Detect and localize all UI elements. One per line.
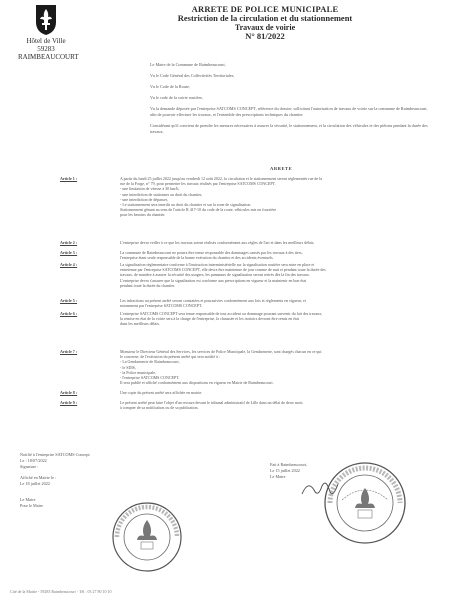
article-line: le concerne, de l'exécution du présent arrêté qui sera notifié à : <box>120 354 221 360</box>
town-address-label: 59283 RAIMBEAUCOURT <box>18 45 79 61</box>
article-line: entretenue par l'entreprise SATCOMS CONCEPT, elle devra être maintenue de jour comme de nuit et pendant toute la durée des <box>120 267 326 273</box>
footer-line: Pour le Maire <box>20 503 44 508</box>
article-body <box>120 311 435 327</box>
preamble-line: Considérant qu'il convient de prendre les mesures nécessaires à assurer la sécurité, le stationnement, et la circulation des véhicules et des piétons pendant la durée des travaux, <box>150 123 428 134</box>
fleur-de-lis-crest-icon <box>35 4 57 36</box>
town-hall-label: Hôtel de Ville <box>26 37 66 45</box>
article-line: la remise en état de la voirie sera à la charge de l'entreprise, la chaussée et les trottoirs devront être remis en état <box>120 316 299 322</box>
footer-line: Le : 18/07/2022 <box>20 458 47 463</box>
article-line: A partir du lundi 25 juillet 2022 jusqu'au vendredi 12 août 2022, la circulation et le stationnement seront réglementés rue de la <box>120 176 323 181</box>
article-line: - l'entreprise SATCOMS CONCEPT. <box>120 375 180 381</box>
footer-line: Affiché en Mairie le : <box>20 475 57 480</box>
article-line: notamment par l'entreprise SATCOMS CONCEPT. <box>120 303 203 309</box>
footer-line: Le 15 juillet 2022 <box>270 468 300 473</box>
article-line: - le SDIS, <box>120 364 136 370</box>
town-seal-stamp-icon <box>322 460 408 546</box>
article-line: Le présent arrêté peut faire l'objet d'un recours devant le tribunal administratif de Lille dans un délai de deux mois <box>120 400 303 405</box>
article-line: Les infractions au présent arrêté seront constatées et poursuivies conformément aux lois et règlements en vigueur, et <box>120 298 306 303</box>
article-line: - une interdiction de stationner au droit du chantier, <box>120 191 203 197</box>
article-line: rue de la Forge, n° 79, pour permettre les travaux réalisés par l'entreprise SATCOMS CONCEPT. <box>120 181 276 187</box>
article-line: Stationnement gênant au sens de l'article R 417-10 du code de la route, véhicules mis en fourrière <box>120 207 277 213</box>
preamble-line: Vu le Code de la Route, <box>150 84 190 89</box>
document-header <box>150 5 380 41</box>
article-line: - une interdiction de dépasser, <box>120 196 168 202</box>
article-line: à compter de sa notification ou de sa publication. <box>120 405 199 411</box>
page-footer-address: Cité de la Mairie - 59283 Raimbeaucourt - Tél : 03 27 80 10 10 <box>10 589 112 594</box>
article-line: L'entreprise devra s'assurer que la signalisation est conforme aux prescriptions en vigueur et la maintenir en bon état <box>120 277 307 283</box>
article-line: Il sera publié et affiché conformément aux dispositions en vigueur en Mairie de Raimbeaucourt. <box>120 380 274 386</box>
article-line: Une copie du présent arrêté sera affichée en mairie. <box>120 390 203 395</box>
posting-block <box>20 475 170 487</box>
article-line: pour les besoins du chantier. <box>120 212 166 218</box>
article-body <box>120 390 435 395</box>
preamble-line: Vu le Code Général des Collectivités Territoriales, <box>150 73 235 78</box>
article-line: - La Gendarmerie de Raimbeaucourt, <box>120 359 180 365</box>
preamble-line: Le Maire de la Commune de Raimbeaucourt, <box>150 62 226 67</box>
article-label: Article 2 : <box>60 240 78 245</box>
article-line: L'entreprise SATCOMS CONCEPT sera tenue responsable de tout accident ou dommage pouvant survenir du fait des travaux, <box>120 311 323 316</box>
footer-line: Fait à Raimbeaucourt, <box>270 462 308 467</box>
article-line: La commune de Raimbeaucourt ne pourra être tenue responsable des dommages causés par les travaux à des tiers, <box>120 250 303 255</box>
preamble-line: Vu la demande déposée par l'entreprise SATCOMS CONCEPT, référence du dossier, sollicitant l'autorisation de travaux de voirie sur la commune de Raimbeaucourt, afin de pouvoir effectuer les travaux, et l'ensemble des prescriptions techniques du chantier. <box>150 106 428 117</box>
article-body <box>120 240 435 245</box>
article-line: Monsieur le Directeur Général des Services, les services de Police Municipale, la Gendarmerie, sont chargés chacun en ce qui <box>120 349 322 354</box>
article-label: Article 1 : <box>60 176 78 181</box>
footer-line: Le Maire <box>270 474 286 479</box>
article-body <box>120 250 435 260</box>
article-line: pendant toute la durée du chantier. <box>120 282 176 288</box>
article-line: L'entreprise devra veiller à ce que les travaux soient réalisés conformément aux règles de l'art et dans les meilleurs délais. <box>120 240 315 245</box>
footer-line: Le Maire <box>20 497 36 502</box>
town-seal-stamp-icon <box>110 500 184 574</box>
article-label: Article 3 : <box>60 250 78 255</box>
preamble <box>150 62 435 140</box>
article-body <box>120 349 435 385</box>
preamble-line: Vu le code de la voirie routière, <box>150 95 203 100</box>
article-body <box>120 262 435 288</box>
article-body <box>120 400 435 410</box>
article-line: dans les meilleurs délais. <box>120 321 160 327</box>
article-line: - la Police municipale, <box>120 369 156 375</box>
article-line: - une limitation de vitesse à 30 km/h, <box>120 186 180 192</box>
article-label: Article 8 : <box>60 390 78 395</box>
article-line: La signalisation réglementaire conforme à l'instruction interministérielle sur la signalisation routière sera mise en place et <box>120 262 315 267</box>
document-title: ARRETE DE POLICE MUNICIPALE <box>191 4 339 14</box>
article-label: Article 6 : <box>60 311 78 316</box>
article-line: l'entreprise étant seule responsable de la bonne exécution du chantier et des accidents éventuels. <box>120 255 274 261</box>
document-subtitle: Restriction de la circulation et du stationnement <box>177 13 353 23</box>
article-body <box>120 176 435 218</box>
article-label: Article 5 : <box>60 298 78 303</box>
footer-line: Le 18 juillet 2022 <box>20 481 50 486</box>
document-works-label: Travaux de voirie <box>234 23 296 32</box>
article-line: - Le stationnement sera interdit au droit du chantier et sur la zone de signalisation <box>120 202 251 208</box>
notification-block <box>20 452 170 470</box>
article-label: Article 7 : <box>60 349 78 354</box>
article-line: travaux, de manière à assurer la sécurité des usagers, les panneaux de signalisation seront retirés dès la fin des travaux. <box>120 272 310 278</box>
article-label: Article 4 : <box>60 262 78 267</box>
footer-line: Notifié à l'entreprise SATCOMS Concept <box>20 452 90 457</box>
town-logo <box>18 4 79 61</box>
document-number: N° 81/2022 <box>245 31 285 41</box>
footer-line: Signature : <box>20 464 39 469</box>
article-label: Article 9 : <box>60 400 78 405</box>
article-body <box>120 298 435 308</box>
arrete-heading: ARRETE <box>270 166 293 171</box>
